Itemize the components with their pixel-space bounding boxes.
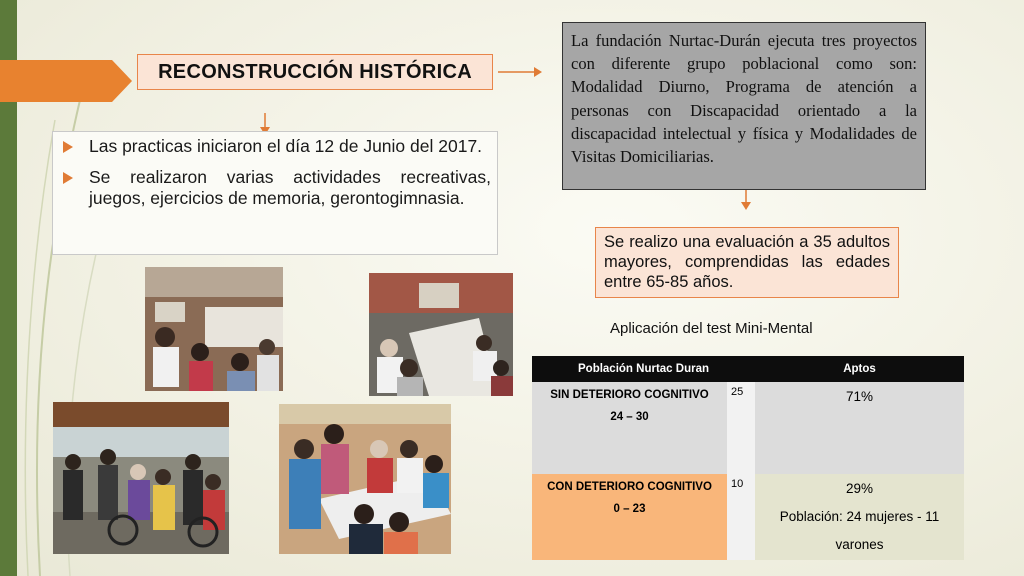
list-item: [61, 136, 491, 157]
category-cell: [532, 474, 727, 560]
result-detail: Población: 24 mujeres - 11 varones: [779, 509, 940, 552]
activity-photo: [145, 267, 283, 391]
test-caption: Aplicación del test Mini-Mental: [610, 320, 813, 337]
result-percent: 29%: [845, 481, 874, 496]
title-arrow-shape: [0, 60, 132, 102]
category-cell: [532, 382, 727, 474]
triangle-bullet-icon: [63, 172, 73, 184]
bullet-text: Se realizaron varias actividades recreativas, juegos, ejercicios de memoria, gerontogimnasia.: [89, 167, 491, 208]
table-row: [532, 382, 964, 474]
table-row: [532, 474, 964, 560]
evaluation-text-box: Se realizo una evaluación a 35 adultos mayores, comprendidas las edades entre 65-85 años.: [595, 227, 899, 298]
bullet-text: Las practicas iniciaron el día 12 de Junio del 2017.: [89, 136, 483, 156]
activity-photo: [279, 404, 451, 554]
category-label: SIN DETERIORO COGNITIVO: [550, 389, 709, 401]
activity-photo: [53, 402, 229, 554]
results-table: [532, 356, 964, 560]
triangle-bullet-icon: [63, 141, 73, 153]
result-percent: 71%: [845, 389, 874, 404]
activity-photo: [369, 273, 513, 396]
table-header-row: [532, 356, 964, 382]
table-header: Población Nurtac Duran: [532, 356, 755, 382]
result-cell: [755, 382, 964, 474]
category-label: CON DETERIORO COGNITIVO: [547, 481, 712, 493]
slide-title: RECONSTRUCCIÓN HISTÓRICA: [137, 54, 493, 90]
category-range: 24 – 30: [610, 411, 649, 423]
category-range: 0 – 23: [613, 503, 646, 515]
list-item: [61, 167, 491, 209]
arrow-right-icon: [498, 66, 542, 78]
bullet-list-box: [52, 131, 498, 255]
count-cell: 25: [727, 382, 755, 474]
count-cell: 10: [727, 474, 755, 560]
arrow-down-icon: [740, 188, 752, 210]
result-cell: [755, 474, 964, 560]
info-text-box: La fundación Nurtac-Durán ejecuta tres proyectos con diferente grupo poblacional como son: Modalidad Diurno, Programa de atención a personas con Discapacidad orientado a la discapacidad intelectual y física y Modalidades de Visitas Domiciliarias.: [562, 22, 926, 190]
table-header: Aptos: [755, 356, 964, 382]
